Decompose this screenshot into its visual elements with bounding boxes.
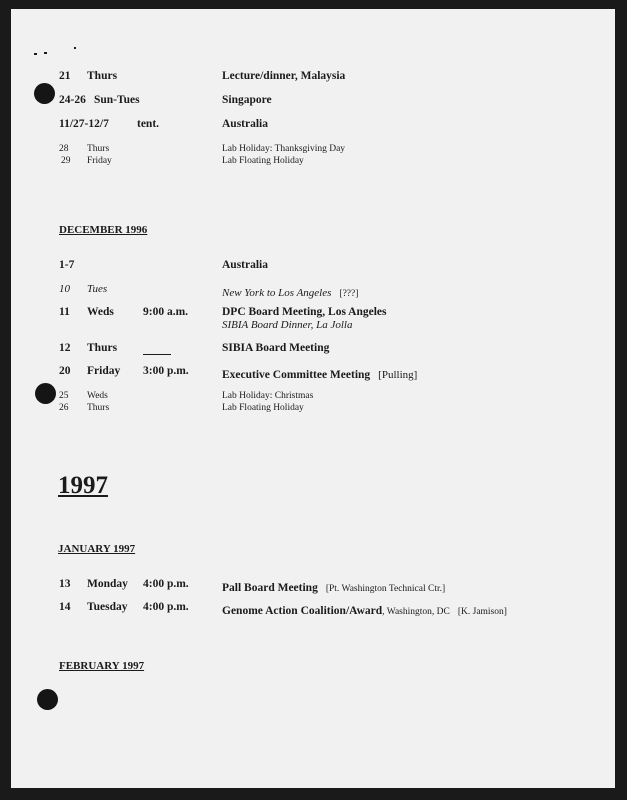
- entry-event: SIBIA Board Meeting: [222, 342, 330, 354]
- entry-dow: Tuesday: [87, 601, 128, 613]
- entry-note: [Pulling]: [378, 369, 418, 381]
- entry-note: [???]: [339, 289, 359, 299]
- entry-dow: Tues: [87, 283, 108, 295]
- entry-dow: Weds: [87, 306, 114, 318]
- stray-mark: [44, 52, 47, 54]
- stray-mark: [74, 47, 76, 49]
- entry-dow: Friday: [87, 365, 121, 377]
- year-heading: 1997: [58, 472, 108, 499]
- entry-event: Singapore: [222, 94, 272, 106]
- entry-dow: Thurs: [87, 144, 110, 154]
- time-blank-line: [143, 342, 171, 360]
- month-heading: FEBRUARY 1997: [59, 660, 145, 672]
- entry-event: Lab Floating Holiday: [222, 403, 304, 413]
- entry-day: 25: [59, 391, 69, 401]
- entry-day: 1-7: [59, 259, 75, 271]
- entry-event: DPC Board Meeting, Los Angeles: [222, 306, 387, 318]
- document-page: [11, 9, 615, 788]
- month-heading: DECEMBER 1996: [59, 224, 148, 236]
- entry-day: 20: [59, 365, 71, 377]
- entry-event-secondary: SIBIA Board Dinner, La Jolla: [222, 319, 353, 331]
- punch-hole: [34, 83, 55, 104]
- entry-event: Lab Floating Holiday: [222, 156, 304, 166]
- entry-event: New York to Los Angeles: [222, 287, 332, 299]
- entry-event: Australia: [222, 118, 268, 130]
- entry-day: 13: [59, 578, 71, 590]
- entry-day: 28: [59, 144, 69, 154]
- entry-note: [Pt. Washington Technical Ctr.]: [325, 584, 446, 594]
- stray-mark: [34, 53, 37, 55]
- entry-event-group: [222, 365, 417, 383]
- entry-dow: tent.: [137, 118, 160, 130]
- entry-event-group: [222, 283, 358, 301]
- entry-event-group: [222, 578, 445, 596]
- entry-day: 14: [59, 601, 71, 613]
- entry-event: Lab Holiday: Christmas: [222, 391, 314, 401]
- entry-event: Lab Holiday: Thanksgiving Day: [222, 144, 346, 154]
- entry-day: 11: [59, 306, 70, 318]
- entry-dow: Thurs: [87, 403, 110, 413]
- entry-day: 24-26: [59, 94, 86, 106]
- entry-note: [K. Jamison]: [457, 607, 507, 617]
- entry-event: Executive Committee Meeting: [222, 369, 371, 381]
- entry-event: Lecture/dinner, Malaysia: [222, 70, 346, 82]
- entry-time: 9:00 a.m.: [143, 306, 189, 318]
- entry-dow: Thurs: [87, 70, 118, 82]
- entry-time: 4:00 p.m.: [143, 578, 189, 590]
- entry-event: Genome Action Coalition/Award: [222, 605, 383, 617]
- punch-hole: [35, 383, 56, 404]
- entry-dow: Monday: [87, 578, 128, 590]
- entry-day: 12: [59, 342, 71, 354]
- entry-dow: Weds: [87, 391, 108, 401]
- entry-time: 4:00 p.m.: [143, 601, 189, 613]
- entry-day: 11/27-12/7: [59, 118, 109, 130]
- entry-dow: Thurs: [87, 342, 118, 354]
- punch-hole: [37, 689, 58, 710]
- entry-dow: Friday: [87, 156, 112, 166]
- entry-day: 21: [59, 70, 71, 82]
- entry-location: , Washington, DC: [382, 607, 450, 617]
- entry-dow: Sun-Tues: [94, 94, 140, 106]
- entry-day: 29: [61, 156, 71, 166]
- entry-event: Australia: [222, 259, 268, 271]
- entry-day: 26: [59, 403, 69, 413]
- entry-event: Pall Board Meeting: [222, 582, 318, 594]
- entry-event-group: [222, 601, 507, 619]
- entry-time: 3:00 p.m.: [143, 365, 189, 377]
- month-heading: JANUARY 1997: [58, 543, 136, 555]
- entry-day: 10: [59, 283, 70, 295]
